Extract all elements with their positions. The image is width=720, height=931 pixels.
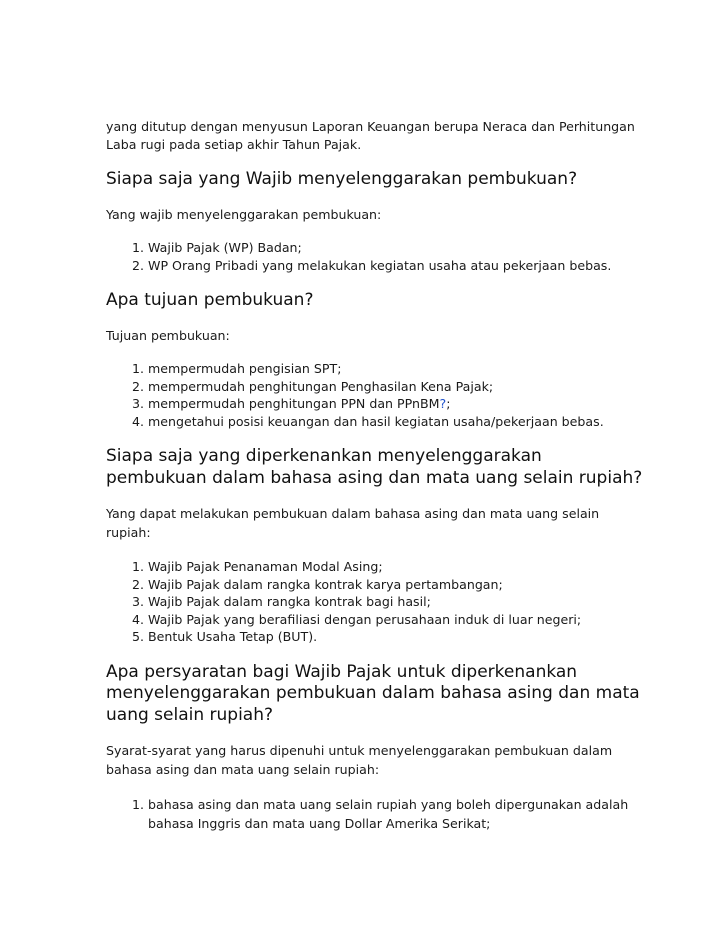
list-item: 1. bahasa asing dan mata uang selain rupiah yang boleh dipergunakan adalah bahasa Inggris dan mata uang Dollar Amerika Serikat; [148, 795, 646, 833]
list-item: 2. WP Orang Pribadi yang melakukan kegiatan usaha atau pekerjaan bebas. [148, 257, 646, 275]
list-item: 5. Bentuk Usaha Tetap (BUT). [148, 628, 646, 646]
section-heading-persyaratan: Apa persyaratan bagi Wajib Pajak untuk diperkenankan menyelenggarakan pembukuan dalam bahasa asing dan mata uang selain rupiah? [106, 661, 640, 725]
list-item: 2. Wajib Pajak dalam rangka kontrak karya pertambangan; [148, 576, 646, 594]
list-item-tail: ; [446, 396, 451, 411]
section-heading-wajib: Siapa saja yang Wajib menyelenggarakan pembukuan? [106, 169, 578, 189]
list-item: 2. mempermudah penghitungan Penghasilan Kena Pajak; [148, 378, 646, 396]
section-lead-bahasa-asing: Yang dapat melakukan pembukuan dalam bahasa asing dan mata uang selain rupiah: [106, 506, 600, 540]
document-page [106, 118, 646, 849]
list-tujuan [106, 360, 646, 430]
section-lead-persyaratan: Syarat-syarat yang harus dipenuhi untuk menyelenggarakan pembukuan dalam bahasa asing dan mata uang selain rupiah: [106, 743, 613, 777]
glossary-link-marker[interactable]: ? [439, 396, 447, 411]
section-heading-tujuan: Apa tujuan pembukuan? [106, 290, 314, 310]
list-item [148, 395, 646, 413]
list-item: 4. mengetahui posisi keuangan dan hasil kegiatan usaha/pekerjaan bebas. [148, 413, 646, 431]
list-bahasa-asing [106, 558, 646, 646]
list-item: 1. Wajib Pajak Penanaman Modal Asing; [148, 558, 646, 576]
list-item: 3. Wajib Pajak dalam rangka kontrak bagi hasil; [148, 593, 646, 611]
section-heading-bahasa-asing: Siapa saja yang diperkenankan menyelenggarakan pembukuan dalam bahasa asing dan mata uang selain rupiah? [106, 446, 643, 488]
list-item: 1. Wajib Pajak (WP) Badan; [148, 239, 646, 257]
list-item-text: mempermudah penghitungan PPN dan PPnBM [148, 396, 440, 411]
section-lead-tujuan: Tujuan pembukuan: [106, 327, 230, 343]
section-lead-wajib: Yang wajib menyelenggarakan pembukuan: [106, 206, 382, 222]
intro-paragraph: yang ditutup dengan menyusun Laporan Keuangan berupa Neraca dan Perhitungan Laba rugi pada setiap akhir Tahun Pajak. [106, 119, 635, 152]
list-persyaratan [106, 795, 646, 833]
list-item: 1. mempermudah pengisian SPT; [148, 360, 646, 378]
list-wajib [106, 239, 646, 274]
list-item: 4. Wajib Pajak yang berafiliasi dengan perusahaan induk di luar negeri; [148, 611, 646, 629]
